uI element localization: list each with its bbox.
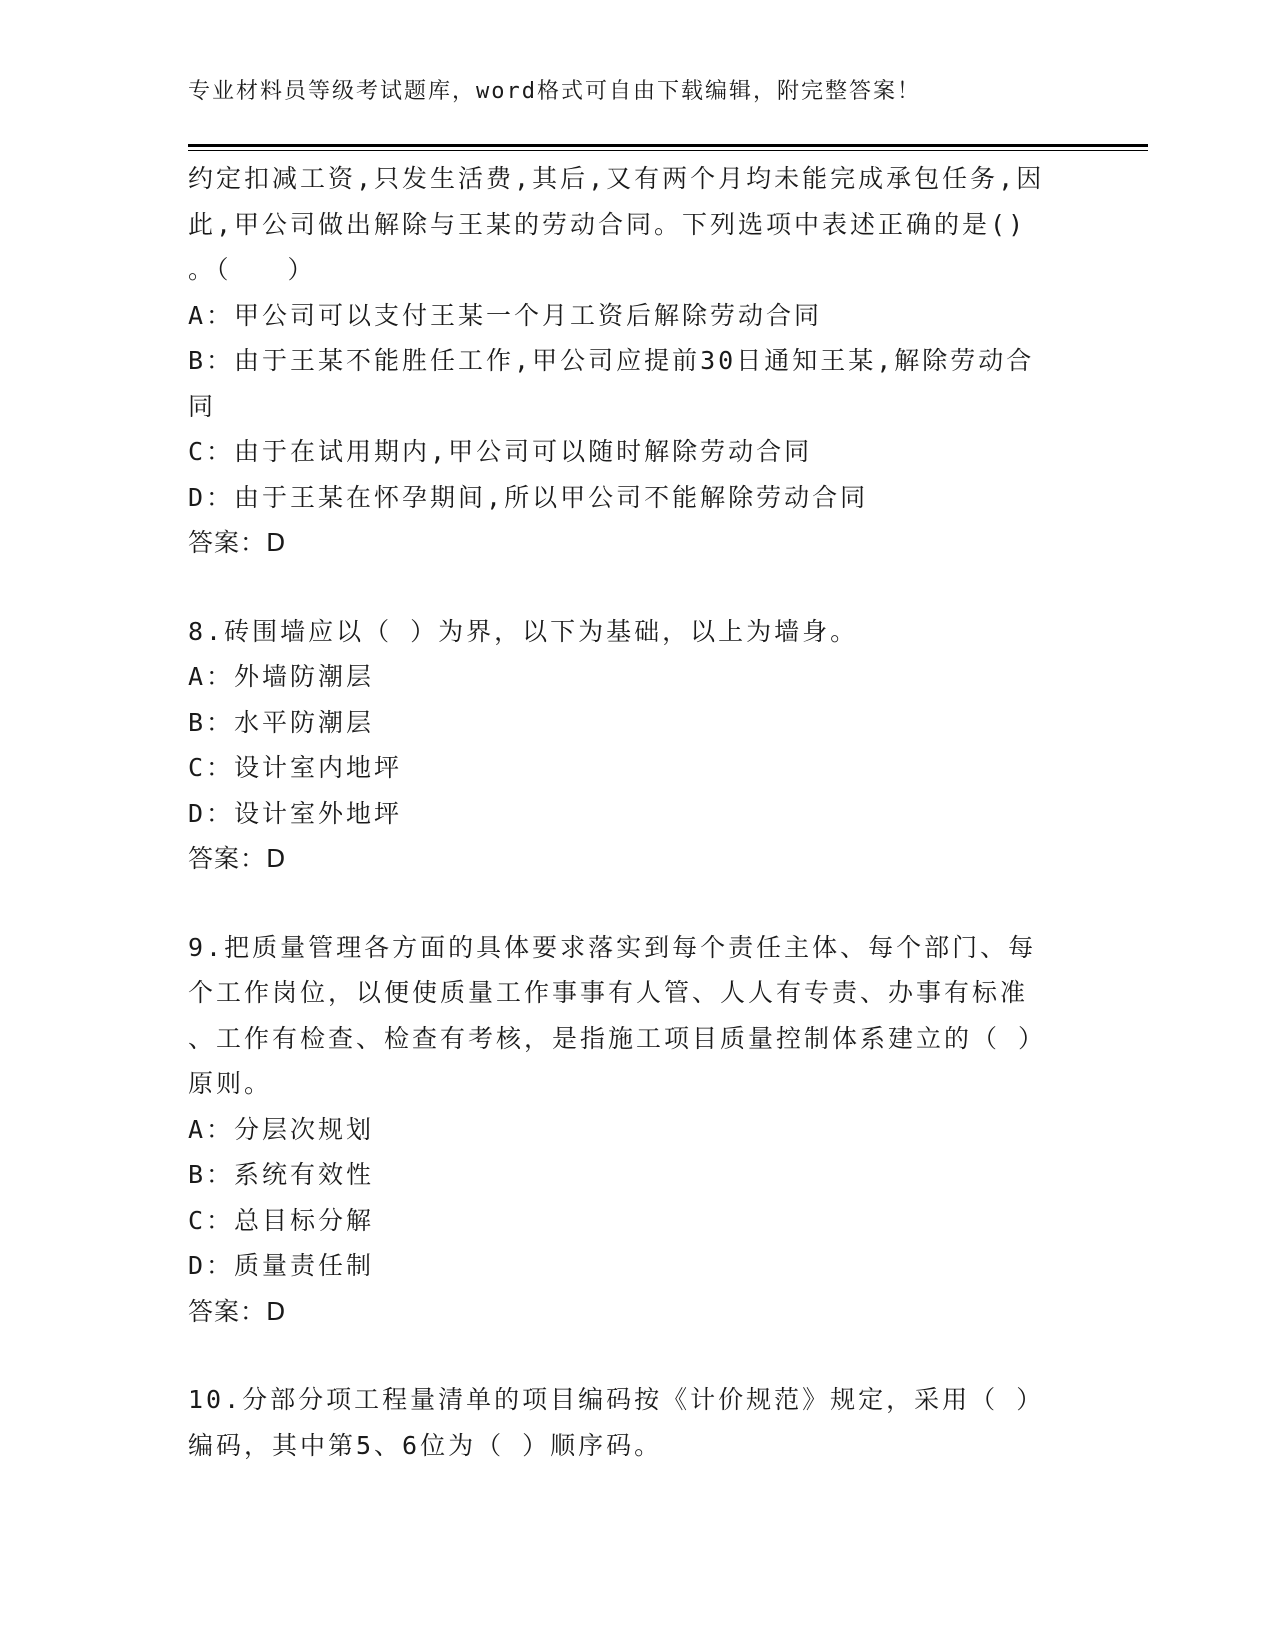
header-rule-thin (188, 150, 1148, 151)
question-10 (188, 1377, 1068, 1468)
q9-option-c: C：总目标分解 (188, 1205, 375, 1235)
q7-answer: 答案：D (188, 528, 287, 557)
q7-option-a: A：甲公司可以支付王某一个月工资后解除劳动合同 (188, 300, 823, 330)
q9-stem-line-4: 原则。 (188, 1069, 273, 1098)
question-7 (188, 156, 1068, 566)
spacer (188, 566, 1068, 609)
header-note: 专业材料员等级考试题库，word格式可自由下载编辑，附完整答案！ (188, 79, 921, 104)
q8-option-c: C：设计室内地坪 (188, 753, 403, 782)
question-content (188, 156, 1068, 1468)
question-8 (188, 609, 1068, 882)
q9-option-a: A：分层次规划 (188, 1114, 375, 1144)
q7-option-d: D：由于王某在怀孕期间,所以甲公司不能解除劳动合同 (188, 482, 869, 512)
q8-stem: 8.砖围墙应以（ ）为界，以下为基础，以上为墙身。 (188, 616, 859, 646)
q8-answer: 答案：D (188, 844, 287, 873)
q8-option-a: A：外墙防潮层 (188, 662, 375, 691)
q9-stem-line-2: 个工作岗位，以便使质量工作事事有人管、人人有专责、办事有标准 (188, 978, 1029, 1007)
q8-option-b: B：水平防潮层 (188, 707, 375, 737)
q7-option-b-line-2: 同 (188, 391, 217, 421)
q7-stem-line-3: 。（ ） (188, 255, 316, 284)
q9-stem-line-3: 、工作有检查、检查有考核，是指施工项目质量控制体系建立的（ ） (188, 1023, 1047, 1053)
question-9 (188, 925, 1068, 1335)
q9-answer: 答案：D (188, 1296, 287, 1326)
q7-option-b-line-1: B：由于王某不能胜任工作,甲公司应提前30日通知王某,解除劳动合 (188, 346, 1035, 375)
spacer (188, 1334, 1068, 1377)
q7-stem-line-1: 约定扣减工资,只发生活费,其后,又有两个月均未能完成承包任务,因 (188, 164, 1045, 193)
header-rule-thick (188, 144, 1148, 147)
q10-stem-line-1: 10.分部分项工程量清单的项目编码按《计价规范》规定，采用（ ） (188, 1385, 1045, 1414)
q9-option-b: B：系统有效性 (188, 1160, 375, 1189)
q7-stem-line-2: 此,甲公司做出解除与王某的劳动合同。下列选项中表述正确的是() (188, 209, 1027, 239)
q7-option-c: C：由于在试用期内,甲公司可以随时解除劳动合同 (188, 437, 813, 466)
q9-option-d: D：质量责任制 (188, 1251, 375, 1280)
spacer (188, 882, 1068, 925)
q8-option-d: D：设计室外地坪 (188, 798, 403, 828)
q9-stem-line-1: 9.把质量管理各方面的具体要求落实到每个责任主体、每个部门、每 (188, 932, 1037, 962)
q10-stem-line-2: 编码，其中第5、6位为（ ）顺序码。 (188, 1430, 663, 1460)
